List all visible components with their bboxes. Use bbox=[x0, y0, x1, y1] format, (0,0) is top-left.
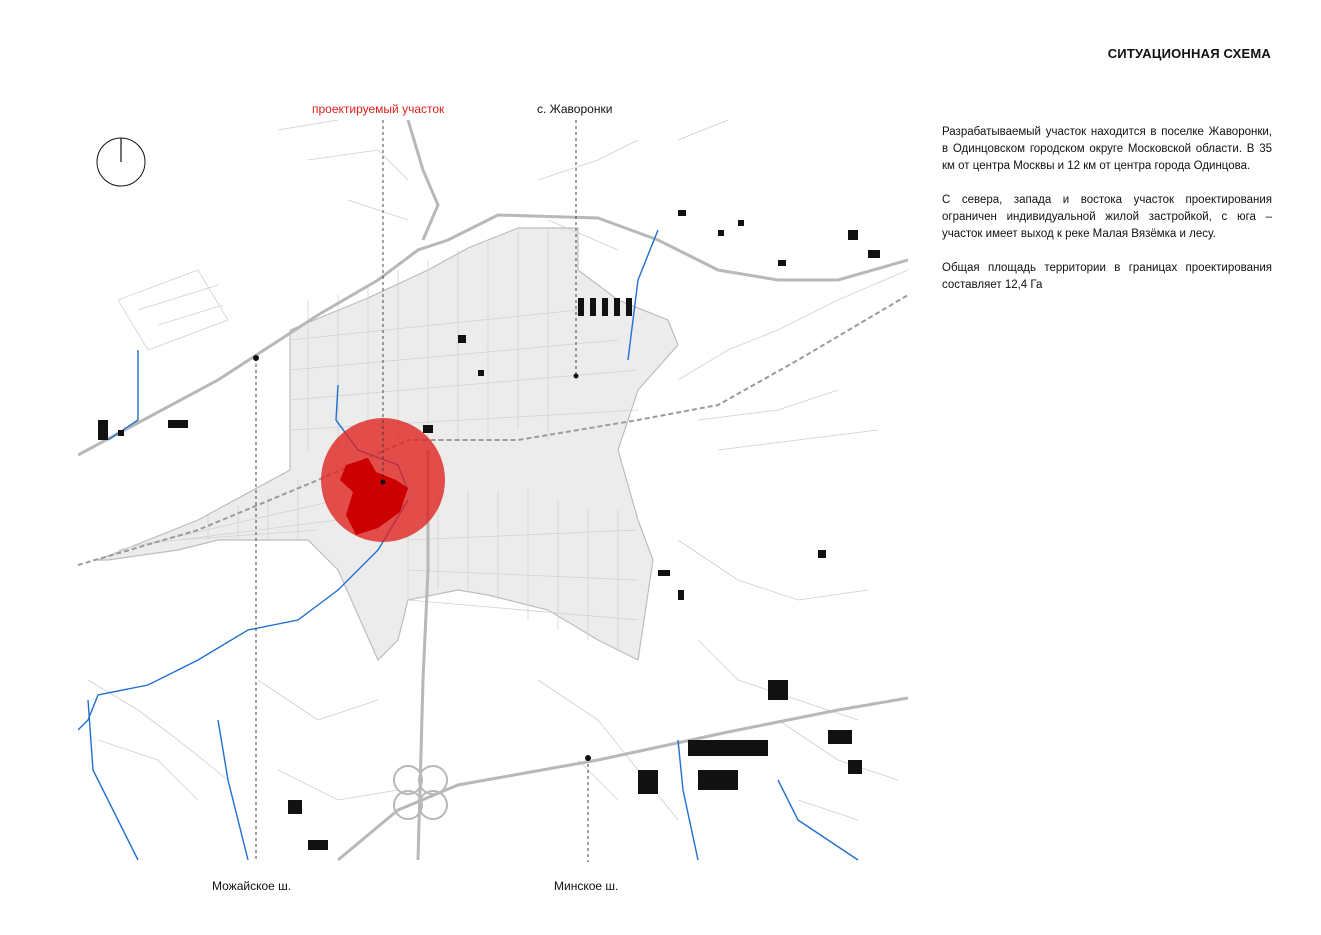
description-paragraph-area: Общая площадь территории в границах проектирования составляет 12,4 Га bbox=[942, 262, 1272, 291]
description bbox=[942, 124, 1272, 311]
label-village: с. Жаворонки bbox=[537, 102, 613, 116]
north-arrow-icon bbox=[95, 136, 147, 188]
map-canvas bbox=[78, 120, 908, 862]
label-mozhaisk-road: Можайское ш. bbox=[212, 879, 292, 893]
label-minsk-road: Минское ш. bbox=[554, 879, 619, 893]
situation-map bbox=[78, 120, 908, 862]
description-paragraph-boundaries: С севера, запада и востока участок проектирования ограничен индивидуальной жилой застройкой, с юга – участок имеет выход к реке Малая Вязёмка и лесу. bbox=[942, 194, 1272, 240]
label-project-site: проектируемый участок bbox=[312, 102, 445, 116]
page-title: СИТУАЦИОННАЯ СХЕМА bbox=[1107, 46, 1271, 61]
description-paragraph-location: Разрабатываемый участок находится в поселке Жаворонки, в Одинцовском городском округе Московской области. В 35 км от центра Москвы и 12 км от центра города Одинцова. bbox=[942, 126, 1272, 172]
